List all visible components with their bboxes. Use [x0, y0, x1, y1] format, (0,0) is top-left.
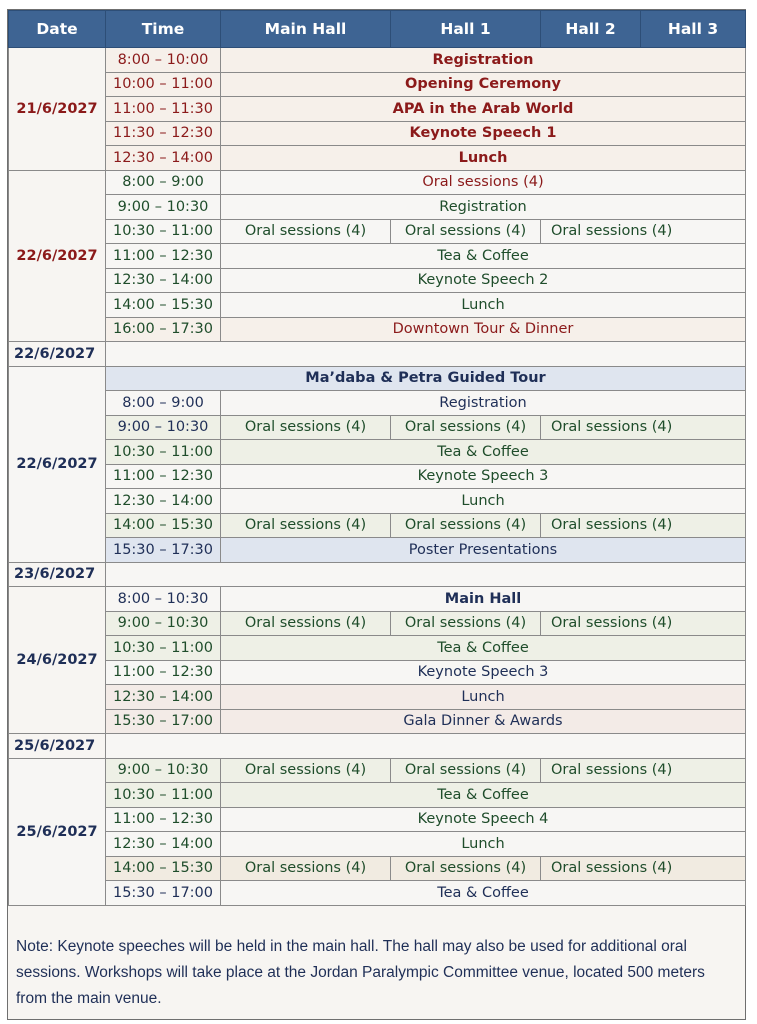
table-row	[9, 685, 746, 710]
event-cell: Lunch	[221, 293, 746, 318]
date-separator-row	[9, 342, 746, 367]
event-cell: Lunch	[221, 489, 746, 514]
time-cell: 11:00 – 12:30	[106, 464, 221, 489]
event-cell: Registration	[221, 48, 746, 73]
header-hall-2: Hall 2	[541, 11, 641, 48]
table-row	[9, 807, 746, 832]
time-cell: 9:00 – 10:30	[106, 758, 221, 783]
time-cell: 8:00 – 9:00	[106, 170, 221, 195]
hall-2-cell: Oral sessions (4)	[541, 611, 746, 636]
hall-2-cell: Oral sessions (4)	[541, 758, 746, 783]
event-cell: Downtown Tour & Dinner	[221, 317, 746, 342]
date-cell: 24/6/2027	[9, 587, 106, 734]
event-cell: Keynote Speech 2	[221, 268, 746, 293]
date-separator-row	[9, 562, 746, 587]
schedule-document	[7, 9, 746, 1020]
table-row	[9, 170, 746, 195]
event-cell: Keynote Speech 1	[221, 121, 746, 146]
table-row	[9, 881, 746, 906]
time-cell: 15:30 – 17:30	[106, 538, 221, 563]
event-cell: Registration	[221, 391, 746, 416]
table-row	[9, 709, 746, 734]
hall-1-cell: Oral sessions (4)	[391, 219, 541, 244]
table-row	[9, 758, 746, 783]
header-hall-3: Hall 3	[641, 11, 746, 48]
event-cell: Tea & Coffee	[221, 783, 746, 808]
hall-2-cell: Oral sessions (4)	[541, 856, 746, 881]
time-cell: 10:30 – 11:00	[106, 219, 221, 244]
time-cell: 14:00 – 15:30	[106, 513, 221, 538]
event-cell: Tea & Coffee	[221, 881, 746, 906]
table-row	[9, 464, 746, 489]
header-time: Time	[106, 11, 221, 48]
header-main-hall: Main Hall	[221, 11, 391, 48]
empty-cell	[106, 562, 746, 587]
time-cell: 11:30 – 12:30	[106, 121, 221, 146]
table-row	[9, 195, 746, 220]
event-cell: Poster Presentations	[221, 538, 746, 563]
tour-banner: Ma’daba & Petra Guided Tour	[106, 366, 746, 391]
hall-1-cell: Oral sessions (4)	[391, 513, 541, 538]
event-cell: Keynote Speech 4	[221, 807, 746, 832]
time-cell: 11:00 – 12:30	[106, 807, 221, 832]
time-cell: 12:30 – 14:00	[106, 685, 221, 710]
event-cell: Keynote Speech 3	[221, 660, 746, 685]
time-cell: 11:00 – 11:30	[106, 97, 221, 122]
empty-cell	[106, 342, 746, 367]
table-row	[9, 317, 746, 342]
hall-1-cell: Oral sessions (4)	[391, 611, 541, 636]
table-row	[9, 97, 746, 122]
time-cell: 8:00 – 10:00	[106, 48, 221, 73]
event-cell: Opening Ceremony	[221, 72, 746, 97]
date-separator-row	[9, 734, 746, 759]
event-cell: Registration	[221, 195, 746, 220]
time-cell: 12:30 – 14:00	[106, 146, 221, 171]
hall-1-cell: Oral sessions (4)	[391, 758, 541, 783]
main-hall-cell: Oral sessions (4)	[221, 758, 391, 783]
table-row	[9, 783, 746, 808]
time-cell: 10:30 – 11:00	[106, 440, 221, 465]
time-cell: 8:00 – 9:00	[106, 391, 221, 416]
time-cell: 9:00 – 10:30	[106, 415, 221, 440]
table-row	[9, 48, 746, 73]
main-hall-cell: Oral sessions (4)	[221, 856, 391, 881]
hall-2-cell: Oral sessions (4)	[541, 513, 746, 538]
hall-2-cell: Oral sessions (4)	[541, 415, 746, 440]
time-cell: 12:30 – 14:00	[106, 832, 221, 857]
time-cell: 14:00 – 15:30	[106, 856, 221, 881]
table-row	[9, 513, 746, 538]
time-cell: 16:00 – 17:30	[106, 317, 221, 342]
time-cell: 10:00 – 11:00	[106, 72, 221, 97]
time-cell: 12:30 – 14:00	[106, 268, 221, 293]
event-cell: Main Hall	[221, 587, 746, 612]
event-cell: Lunch	[221, 832, 746, 857]
table-row	[9, 244, 746, 269]
table-row	[9, 293, 746, 318]
time-cell: 10:30 – 11:00	[106, 636, 221, 661]
hall-2-cell: Oral sessions (4)	[541, 219, 746, 244]
table-row	[9, 636, 746, 661]
header-hall-1: Hall 1	[391, 11, 541, 48]
header-row	[9, 11, 746, 48]
table-row	[9, 219, 746, 244]
table-row	[9, 611, 746, 636]
date-cell: 22/6/2027	[9, 170, 106, 342]
date-cell: 23/6/2027	[9, 562, 106, 587]
main-hall-cell: Oral sessions (4)	[221, 219, 391, 244]
table-row	[9, 121, 746, 146]
event-cell: Tea & Coffee	[221, 440, 746, 465]
table-row	[9, 660, 746, 685]
time-cell: 15:30 – 17:00	[106, 709, 221, 734]
table-row	[9, 146, 746, 171]
hall-1-cell: Oral sessions (4)	[391, 415, 541, 440]
time-cell: 8:00 – 10:30	[106, 587, 221, 612]
event-cell: Lunch	[221, 146, 746, 171]
main-hall-cell: Oral sessions (4)	[221, 611, 391, 636]
time-cell: 9:00 – 10:30	[106, 195, 221, 220]
main-hall-cell: Oral sessions (4)	[221, 415, 391, 440]
table-row	[9, 72, 746, 97]
table-row	[9, 856, 746, 881]
time-cell: 11:00 – 12:30	[106, 660, 221, 685]
table-row	[9, 268, 746, 293]
table-row	[9, 415, 746, 440]
hall-1-cell: Oral sessions (4)	[391, 856, 541, 881]
time-cell: 15:30 – 17:00	[106, 881, 221, 906]
table-row	[9, 538, 746, 563]
header-date: Date	[9, 11, 106, 48]
time-cell: 11:00 – 12:30	[106, 244, 221, 269]
time-cell: 14:00 – 15:30	[106, 293, 221, 318]
table-row	[9, 366, 746, 391]
event-cell: Lunch	[221, 685, 746, 710]
schedule-table	[8, 10, 746, 906]
event-cell: Gala Dinner & Awards	[221, 709, 746, 734]
table-row	[9, 489, 746, 514]
date-cell: 25/6/2027	[9, 758, 106, 905]
table-row	[9, 391, 746, 416]
date-cell: 22/6/2027	[9, 342, 106, 367]
event-cell: Tea & Coffee	[221, 636, 746, 661]
footnote: Note: Keynote speeches will be held in the main hall. The hall may also be used for additional oral sessions. Workshops will take place at the Jordan Paralympic Committee venue, located 500 meters from the main venue.	[16, 938, 705, 1007]
date-cell: 25/6/2027	[9, 734, 106, 759]
time-cell: 10:30 – 11:00	[106, 783, 221, 808]
event-cell: Oral sessions (4)	[221, 170, 746, 195]
date-cell: 22/6/2027	[9, 366, 106, 562]
table-row	[9, 440, 746, 465]
empty-cell	[106, 734, 746, 759]
table-row	[9, 832, 746, 857]
event-cell: APA in the Arab World	[221, 97, 746, 122]
date-cell: 21/6/2027	[9, 48, 106, 171]
main-hall-cell: Oral sessions (4)	[221, 513, 391, 538]
table-row	[9, 587, 746, 612]
time-cell: 9:00 – 10:30	[106, 611, 221, 636]
time-cell: 12:30 – 14:00	[106, 489, 221, 514]
event-cell: Tea & Coffee	[221, 244, 746, 269]
event-cell: Keynote Speech 3	[221, 464, 746, 489]
